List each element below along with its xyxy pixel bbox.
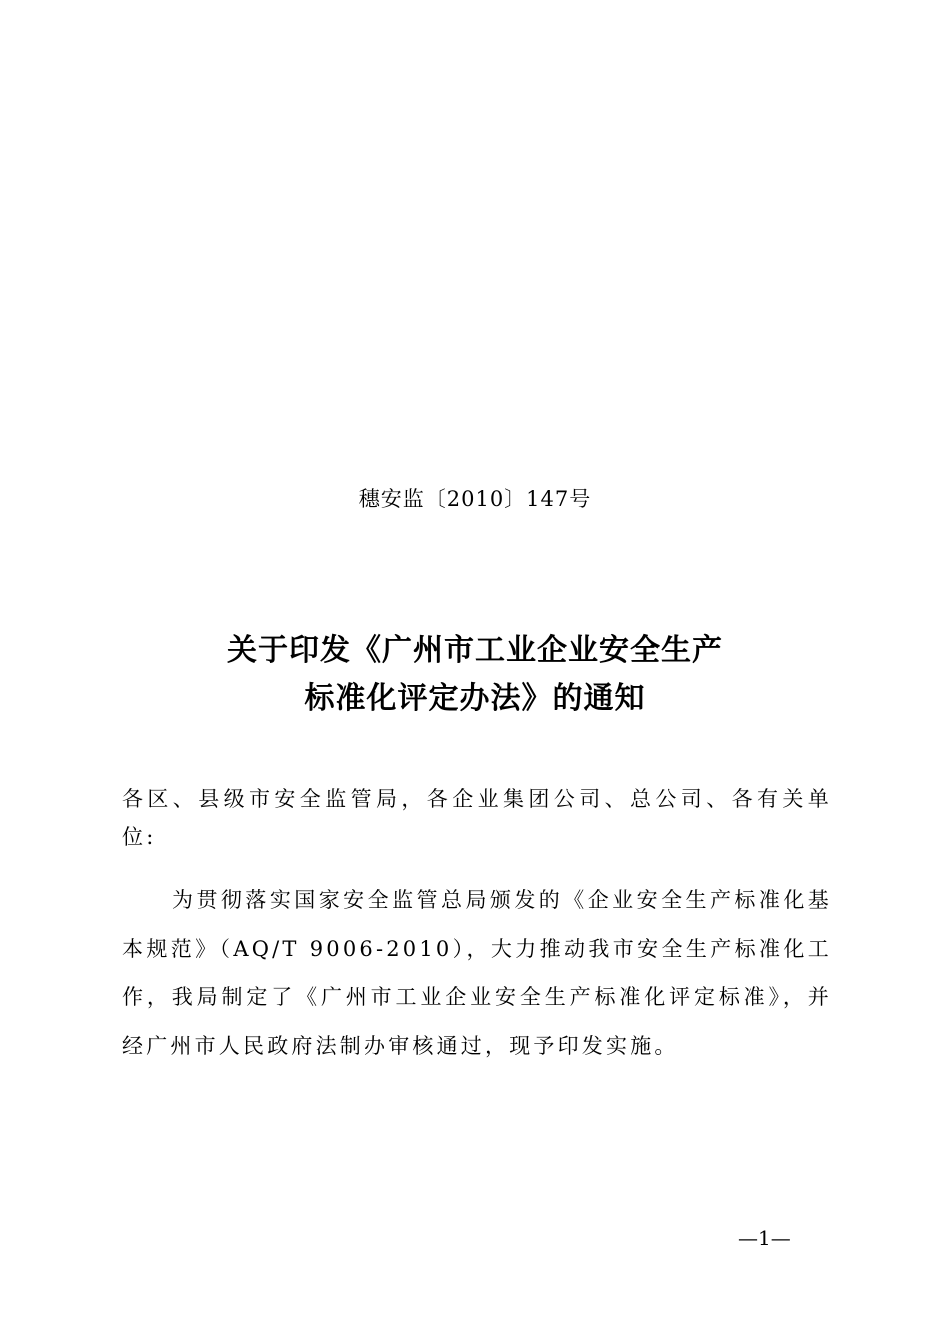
document-number: 穗安监〔2010〕147号 bbox=[358, 487, 592, 511]
addressee: 各区、县级市安全监管局，各企业集团公司、总公司、各有关单位: bbox=[122, 787, 832, 849]
title-line-1: 关于印发《广州市工业企业安全生产 bbox=[227, 633, 723, 668]
document-title bbox=[0, 627, 950, 723]
title-line-2: 标准化评定办法》的通知 bbox=[304, 681, 646, 716]
body-paragraph: 为贯彻落实国家安全监管总局颁发的《企业安全生产标准化基本规范》（AQ/T 9006-2010），大力推动我市安全生产标准化工作，我局制定了《广州市工业企业安全生产标准化评定标准》，并经广州市人民政府法制办审核通过，现予印发实施。 bbox=[122, 888, 832, 1058]
page-number: —1— bbox=[738, 1226, 791, 1250]
